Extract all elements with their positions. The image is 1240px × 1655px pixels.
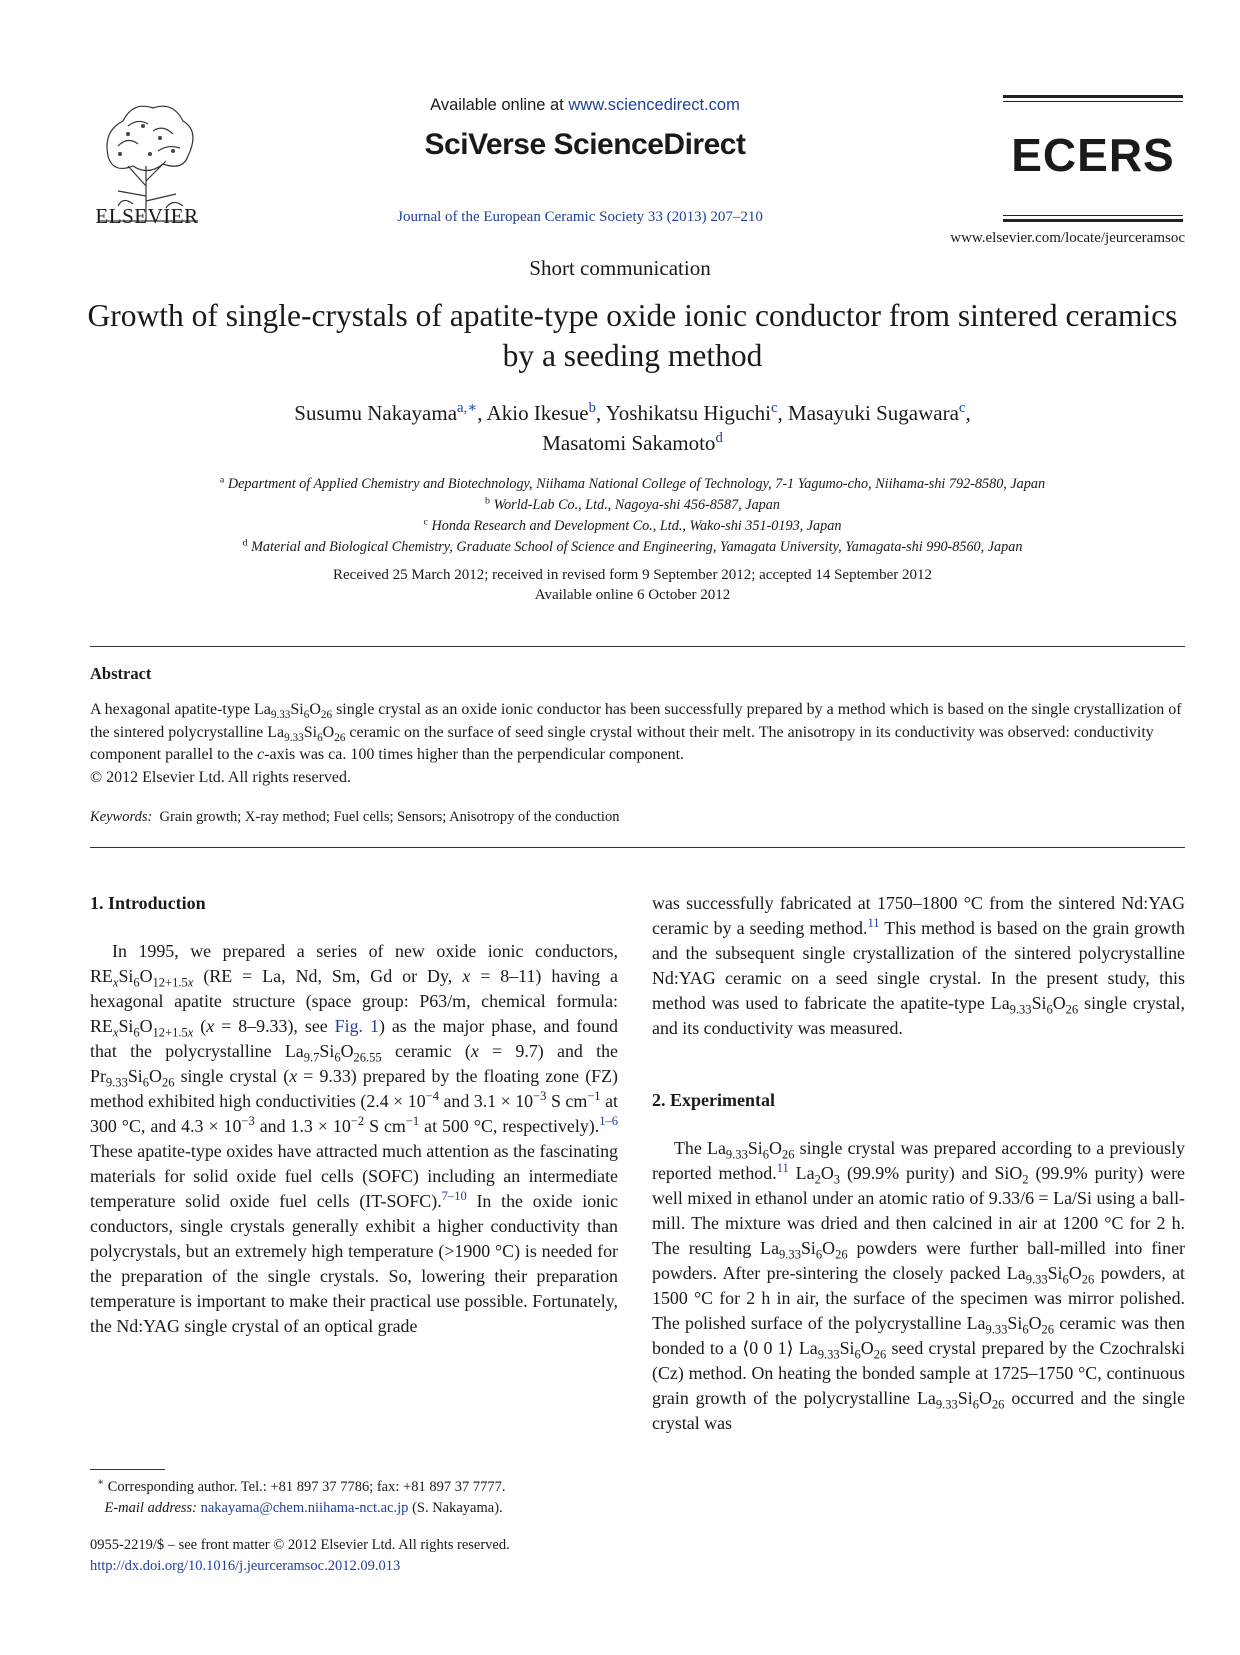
front-matter [90, 1535, 618, 1577]
article-title: Growth of single-crystals of apatite-type oxide ionic conductor from sintered ceramics by a seeding method [87, 298, 1178, 373]
logo-rule [1003, 95, 1183, 98]
available-prefix: Available online at [430, 96, 569, 114]
doi-link[interactable]: http://dx.doi.org/10.1016/j.jeurceramsoc.2012.09.013 [90, 1558, 401, 1574]
abstract-copyright: © 2012 Elsevier Ltd. All rights reserved. [90, 768, 351, 786]
author-mark[interactable]: c [771, 400, 778, 416]
affiliation: $^c$ Honda Research and Development Co., Ltd., Wako-shi 351-0193, Japan [423, 516, 842, 534]
keywords-list: Grain growth; X-ray method; Fuel cells; Sensors; Anisotropy of the conduction [159, 809, 620, 825]
abstract-text: A hexagonal apatite-type $La_{9.33}Si_6O_{26}$ single crystal as an oxide ionic conductor has been successfully prepared by a method which is based on the single crystallization of the sintered polycrystalline $La_{9.33}Si_6O_{26}$ ceramic on the surface of seed single crystal without their melt. The anisotropy in its conductivity was observed: conductivity component parallel to the c-axis was ca. 100 times higher than the perpendicular component. © 2012 Elsevier Ltd. All rights reserved. [90, 701, 1182, 786]
logo-rule [1003, 219, 1183, 222]
issn-line: 0955-2219/$ – see front matter © 2012 Elsevier Ltd. All rights reserved. [90, 1537, 510, 1553]
author-name: Susumu Nakayama [294, 401, 458, 425]
body-column-left [90, 891, 618, 1339]
keywords [90, 809, 619, 826]
affiliation: $^d$ Material and Biological Chemistry, Graduate School of Science and Engineering, Yamagata University, Yamagata-shi 990-8560, Japan [242, 537, 1023, 555]
abstract-heading: Abstract [90, 664, 152, 683]
footnote-rule [90, 1469, 165, 1470]
author-name: Masatomi Sakamoto [542, 431, 716, 455]
journal-reference[interactable]: Journal of the European Ceramic Society 33 (2013) 207–210 [397, 209, 763, 225]
author-name: Yoshikatsu Higuchi [605, 401, 772, 425]
author-list: Susumu Nakayama$^{a,∗}$, Akio Ikesue$^b$, Yoshikatsu Higuchi$^c$, Masayuki Sugawara$^c$, Masatomi Sakamoto$^d$ [294, 400, 971, 455]
body-column-right [652, 891, 1185, 1436]
article-type: Short communication [529, 256, 711, 280]
author-name: Masayuki Sugawara [788, 401, 959, 425]
footnote-text: Corresponding author. Tel.: +81 897 37 7786; fax: +81 897 37 7777. [107, 1479, 506, 1495]
fig1-link[interactable]: Fig. 1 [334, 1016, 379, 1036]
available-online [390, 96, 780, 115]
affiliation: $^b$ World-Lab Co., Ltd., Nagoya-shi 456-8587, Japan [485, 495, 780, 513]
author-mark[interactable]: c [958, 400, 966, 416]
author-mark[interactable]: a,∗ [457, 400, 478, 416]
divider [90, 646, 1185, 647]
ecers-logo: ECERS [1011, 129, 1175, 181]
logo-rule [1003, 101, 1183, 102]
author-mark[interactable]: d [715, 430, 723, 446]
corresponding-author-footnote: ∗ Corresponding author. Tel.: +81 897 37 7786; fax: +81 897 37 7777. E-mail address: nakayama@chem.niihama-nct.ac.jp (S. Nakayama). [97, 1477, 506, 1516]
publisher-wordmark: ELSEVIER [95, 204, 199, 228]
intro-paragraph-continued: was successfully fabricated at 1750–1800 °C from the sintered Nd:YAG ceramic by a seeding method.$^{11}$ This method is based on the grain growth and the subsequent single crystallization of the sintered polycrystalline Nd:YAG ceramic on a seed single crystal. In the present study, this method was used to fabricate the apatite-type $La_{9.33}Si_6O_{26}$ single crystal, and its conductivity was measured. [652, 893, 1186, 1038]
author-email-link[interactable]: nakayama@chem.niihama-nct.ac.jp [200, 1500, 409, 1516]
affiliation: $^a$ Department of Applied Chemistry and Biotechnology, Niihama National College of Technology, 7-1 Yagumo-cho, Niihama-shi 792-8580, Japan [219, 474, 1046, 492]
intro-paragraph: In 1995, we prepared a series of new oxide ionic conductors, $RE_xSi_6O_{12+1.5x}$ (RE = La, Nd, Sm, Gd or Dy, x = 8–11) having a hexagonal apatite structure (space group: P63/m, chemical formula: $RE_xSi_6O_{12+1.5x}$ (x = 8–9.33), see Fig. 1) as the major phase, and found that the polycrystalline $La_{9.7}Si_6O_{26.55}$ ceramic (x = 9.7) and the $Pr_{9.33}Si_6O_{26}$ single crystal (x = 9.33) prepared by the floating zone (FZ) method exhibited high conductivities ($2.4 \times 10^{-4}$ and $3.1 \times 10^{-3}$ S $cm^{-1}$ at 300 °C, and $4.3 \times 10^{-3}$ and $1.3 \times 10^{-2}$ S $cm^{-1}$ at 500 °C, respectively).$^{1-6}$ These apatite-type oxides have attracted much attention as the fascinating materials for solid oxide fuel cells (SOFC) including an intermediate temperature solid oxide fuel cells (IT-SOFC).$^{7-10}$ In the oxide ionic conductors, single crystals generally exhibit a higher conductivity than polycrystals, but an extremely high temperature (>1900 °C) is needed for the preparation of the single crystals. So, lowering their preparation temperature is important to make their practical use possible. Fortunately, the Nd:YAG single crystal of an optical grade [90, 941, 618, 1336]
available-date: Available online 6 October 2012 [534, 587, 731, 603]
keywords-label: Keywords: [90, 809, 153, 825]
affiliations [80, 474, 1185, 558]
journal-site[interactable]: www.elsevier.com/locate/jeurceramsoc [950, 230, 1185, 246]
email-label: E-mail address: [104, 1500, 197, 1516]
sciencedirect-link[interactable]: www.sciencedirect.com [568, 96, 740, 114]
author-name: Akio Ikesue [486, 401, 589, 425]
section-heading-introduction: 1. Introduction [90, 893, 206, 913]
experimental-paragraph: The $La_{9.33}Si_6O_{26}$ single crystal was prepared according to a previously reported method.$^{11}$ $La_2O_3$ (99.9% purity) and SiO$_2$ (99.9% purity) were well mixed in ethanol under an atomic ratio of 9.33/6 = La/Si using a ball-mill. The mixture was dried and then calcined in air at 1200 °C for 2 h. The resulting $La_{9.33}Si_6O_{26}$ powders were further ball-milled into finer powders. After pre-sintering the closely packed $La_{9.33}Si_6O_{26}$ powders, at 1500 °C for 2 h in air, the surface of the specimen was mirror polished. The polished surface of the polycrystalline $La_{9.33}Si_6O_{26}$ ceramic was then bonded to a ⟨0 0 1⟩ $La_{9.33}Si_6O_{26}$ seed crystal prepared by the Czochralski (Cz) method. On heating the bonded sample at 1725–1750 °C, continuous grain growth of the polycrystalline $La_{9.33}Si_6O_{26}$ occurred and the single crystal was [652, 1138, 1186, 1433]
section-heading-experimental: 2. Experimental [652, 1090, 775, 1110]
article-dates [80, 565, 1185, 605]
author-mark[interactable]: b [588, 400, 596, 416]
platform-logo: SciVerse ScienceDirect [424, 128, 746, 161]
logo-rule [1003, 215, 1183, 216]
divider [90, 847, 1185, 848]
received-dates: Received 25 March 2012; received in revised form 9 September 2012; accepted 14 September 2012 [333, 567, 932, 583]
